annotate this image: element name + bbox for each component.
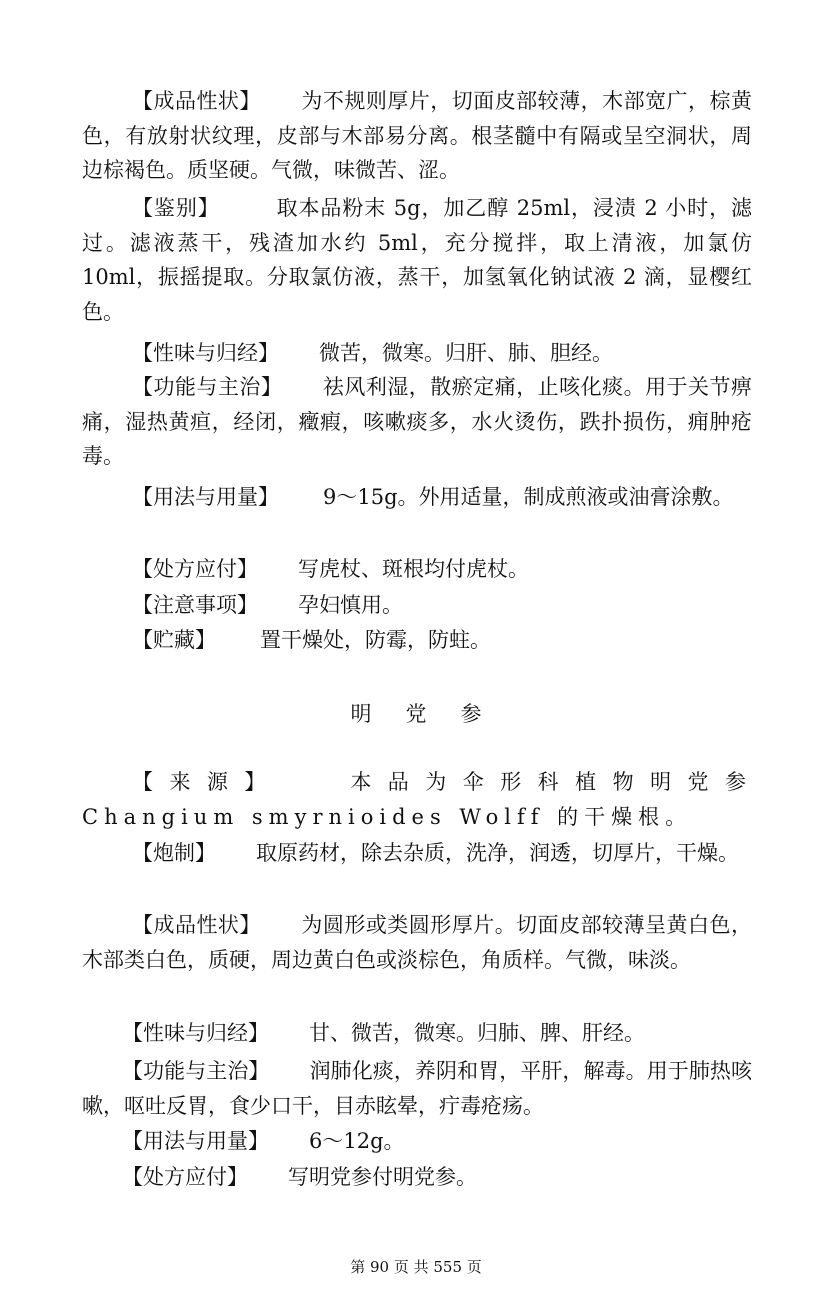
entry-taste-meridian-2 [82, 1016, 752, 1051]
section-title: 明党参 [350, 702, 516, 726]
entry-function-indication [82, 370, 752, 474]
entry-label: 【贮藏】 [132, 628, 216, 652]
entry-label: 【来源】 [132, 770, 282, 794]
entry-label: 【处方应付】 [132, 557, 258, 581]
entry-text: 9～15g。外用适量，制成煎液或油膏涂敷。 [323, 485, 734, 509]
entry-text: 写明党参付明党参。 [288, 1165, 477, 1189]
entry-label: 【炮制】 [132, 841, 216, 865]
entry-label: 【性味与归经】 [122, 1021, 269, 1045]
entry-label: 【用法与用量】 [122, 1129, 269, 1153]
entry-precautions [82, 588, 752, 623]
entry-text: 为不规则厚片，切面皮部较薄，木部宽广，棕黄色，有放射状纹理，皮部与木部易分离。根茎髓中有隔或呈空洞状，周边棕褐色。质坚硬。气微，味微苦、涩。 [82, 89, 752, 182]
entry-text: 祛风利湿，散瘀定痛，止咳化痰。用于关节痹痛，湿热黄疸，经闭，癥瘕，咳嗽痰多，水火烫伤，跌扑损伤，痈肿疮毒。 [82, 375, 753, 468]
entry-text: 置干燥处，防霉，防蛀。 [260, 628, 491, 652]
entry-appearance [82, 84, 752, 188]
entry-function-indication-2 [82, 1054, 752, 1123]
entry-prescription [82, 552, 752, 587]
entry-label: 【性味与归经】 [132, 341, 279, 365]
entry-label: 【成品性状】 [132, 913, 261, 937]
entry-label: 【功能与主治】 [122, 1059, 270, 1083]
entry-text: 取本品粉末 5g，加乙醇 25ml，浸渍 2 小时，滤过。滤液蒸干，残渣加水约 5ml，充分搅拌，取上清液，加氯仿 10ml，振摇提取。分取氯仿液，蒸干，加氢氧化钠试液 2 滴，显樱红色。 [82, 196, 753, 324]
entry-label: 【功能与主治】 [132, 375, 283, 399]
entry-text: 孕妇慎用。 [298, 593, 403, 617]
entry-label: 【注意事项】 [132, 593, 258, 617]
entry-prescription-2 [82, 1160, 752, 1195]
entry-source [82, 765, 752, 834]
entry-text: 本品为伞形科植物明党参 Changium smyrnioides Wolff 的干燥根。 [82, 770, 753, 829]
entry-usage-dosage-2 [82, 1124, 752, 1159]
entry-text: 为圆形或类圆形厚片。切面皮部较薄呈黄白色，木部类白色，质硬，周边黄白色或淡棕色，角质样。气微，味淡。 [82, 913, 752, 972]
entry-text: 微苦，微寒。归肝、肺、胆经。 [319, 341, 613, 365]
entry-label: 【用法与用量】 [132, 485, 279, 509]
entry-processing [82, 836, 752, 871]
entry-taste-meridian [82, 336, 752, 371]
entry-text: 润肺化痰，养阴和胃，平肝，解毒。用于肺热咳嗽，呕吐反胃，食少口干，目赤眩晕，疔毒疮疡。 [82, 1059, 752, 1118]
entry-label: 【鉴别】 [132, 196, 220, 220]
entry-text: 6～12g。 [309, 1129, 405, 1153]
entry-usage-dosage [82, 480, 752, 515]
entry-identification [82, 191, 752, 329]
page-footer: 第 90 页 共 555 页 [350, 1258, 482, 1276]
entry-appearance-2 [82, 908, 752, 977]
entry-text: 取原药材，除去杂质，洗净，润透，切厚片，干燥。 [256, 841, 739, 865]
entry-label: 【成品性状】 [132, 89, 261, 113]
entry-label: 【处方应付】 [122, 1165, 248, 1189]
entry-text: 甘、微苦，微寒。归肺、脾、肝经。 [309, 1021, 645, 1045]
entry-storage [82, 623, 752, 658]
entry-text: 写虎杖、斑根均付虎杖。 [298, 557, 529, 581]
